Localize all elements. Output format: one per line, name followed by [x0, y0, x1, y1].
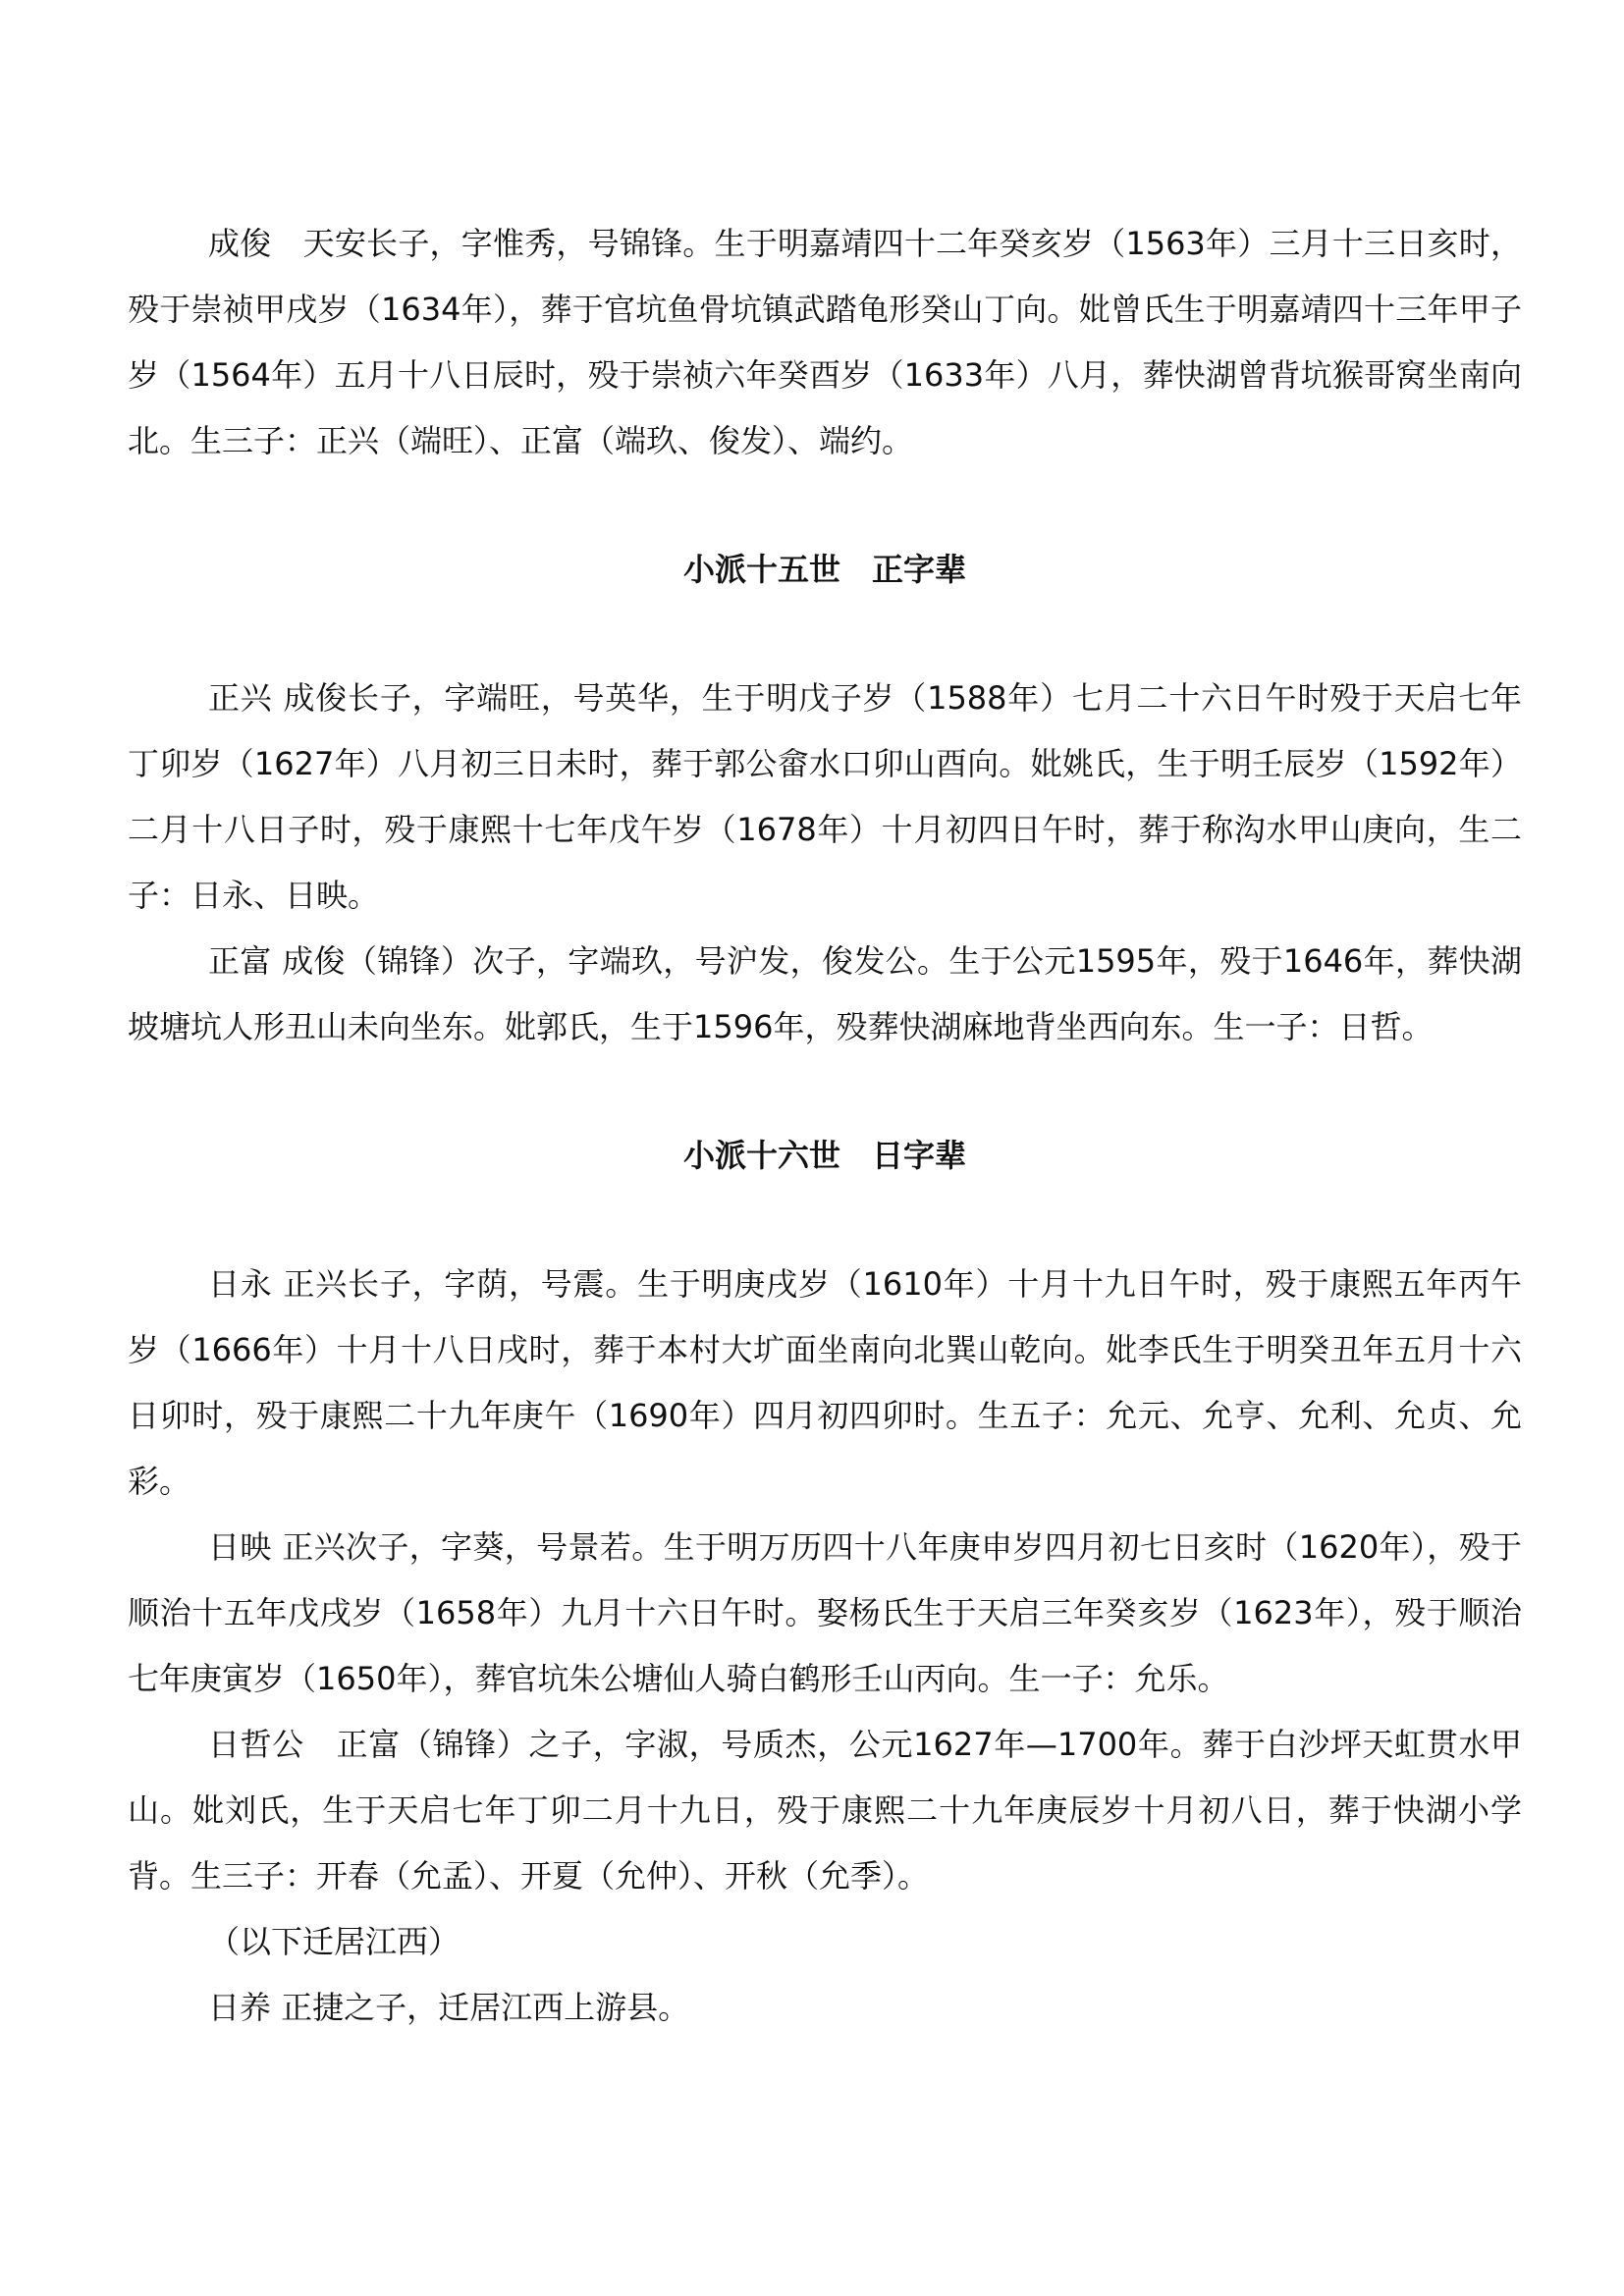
paragraph-riyang: 日养 正捷之子，迁居江西上游县。 [208, 1989, 690, 2026]
paragraph-rizhe: 日哲公 正富（锦锋）之子，字淑，号质杰，公元1627年—1700年。葬于白沙坪天虹贯水甲山。妣刘氏，生于天启七年丁卯二月十九日，殁于康熙二十九年庚辰岁十月初八日，葬于快湖小学背。生三子：开春（允孟）、开夏（允仲）、开秋（允季）。 [128, 1726, 1522, 1895]
spacer [128, 1060, 1522, 1123]
spacer [128, 474, 1522, 537]
paragraph-zhengxing: 正兴 成俊长子，字端旺，号英华，生于明戊子岁（1588年）七月二十六日午时殁于天启七年丁卯岁（1627年）八月初三日未时，葬于郭公畲水口卯山酉向。妣姚氏，生于明壬辰岁（1592年）二月十八日子时，殁于康熙十七年戊午岁（1678年）十月初四日午时，葬于称沟水甲山庚向，生二子：日永、日映。 [128, 679, 1522, 914]
spacer [128, 603, 1522, 666]
section-heading-16th-generation: 小派十六世 日字辈 [682, 1137, 966, 1174]
paragraph-zhengfu: 正富 成俊（锦锋）次子，字端玖，号沪发，俊发公。生于公元1595年，殁于1646年，葬快湖坡塘坑人形丑山未向坐东。妣郭氏，生于1596年，殁葬快湖麻地背坐西向东。生一子：日哲。 [128, 942, 1522, 1045]
paragraph-riying: 日映 正兴次子，字葵，号景若。生于明万历四十八年庚申岁四月初七日亥时（1620年），殁于顺治十五年戊戌岁（1658年）九月十六日午时。娶杨氏生于天启三年癸亥岁（1623年），殁于顺治七年庚寅岁（1650年），葬官坑朱公塘仙人骑白鹤形壬山丙向。生一子：允乐。 [128, 1528, 1522, 1697]
paragraph-riyong: 日永 正兴长子，字荫，号震。生于明庚戌岁（1610年）十月十九日午时，殁于康熙五年丙午岁（1666年）十月十八日戌时，葬于本村大圹面坐南向北巽山乾向。妣李氏生于明癸丑年五月十六日卯时，殁于康熙二十九年庚午（1690年）四月初四卯时。生五子：允元、允亨、允利、允贞、允彩。 [128, 1265, 1522, 1500]
spacer [128, 1189, 1522, 1252]
paragraph-migration-note: （以下迁居江西） [208, 1923, 460, 1960]
section-heading-15th-generation: 小派十五世 正字辈 [682, 551, 966, 588]
document-page [128, 211, 1522, 2041]
paragraph-chengjun: 成俊 天安长子，字惟秀，号锦锋。生于明嘉靖四十二年癸亥岁（1563年）三月十三日亥时，殁于崇祯甲戌岁（1634年），葬于官坑鱼骨坑镇武踏龟形癸山丁向。妣曾氏生于明嘉靖四十三年甲子岁（1564年）五月十八日辰时，殁于崇祯六年癸酉岁（1633年）八月，葬快湖曾背坑猴哥窝坐南向北。生三子：正兴（端旺）、正富（端玖、俊发）、端约。 [128, 225, 1522, 459]
